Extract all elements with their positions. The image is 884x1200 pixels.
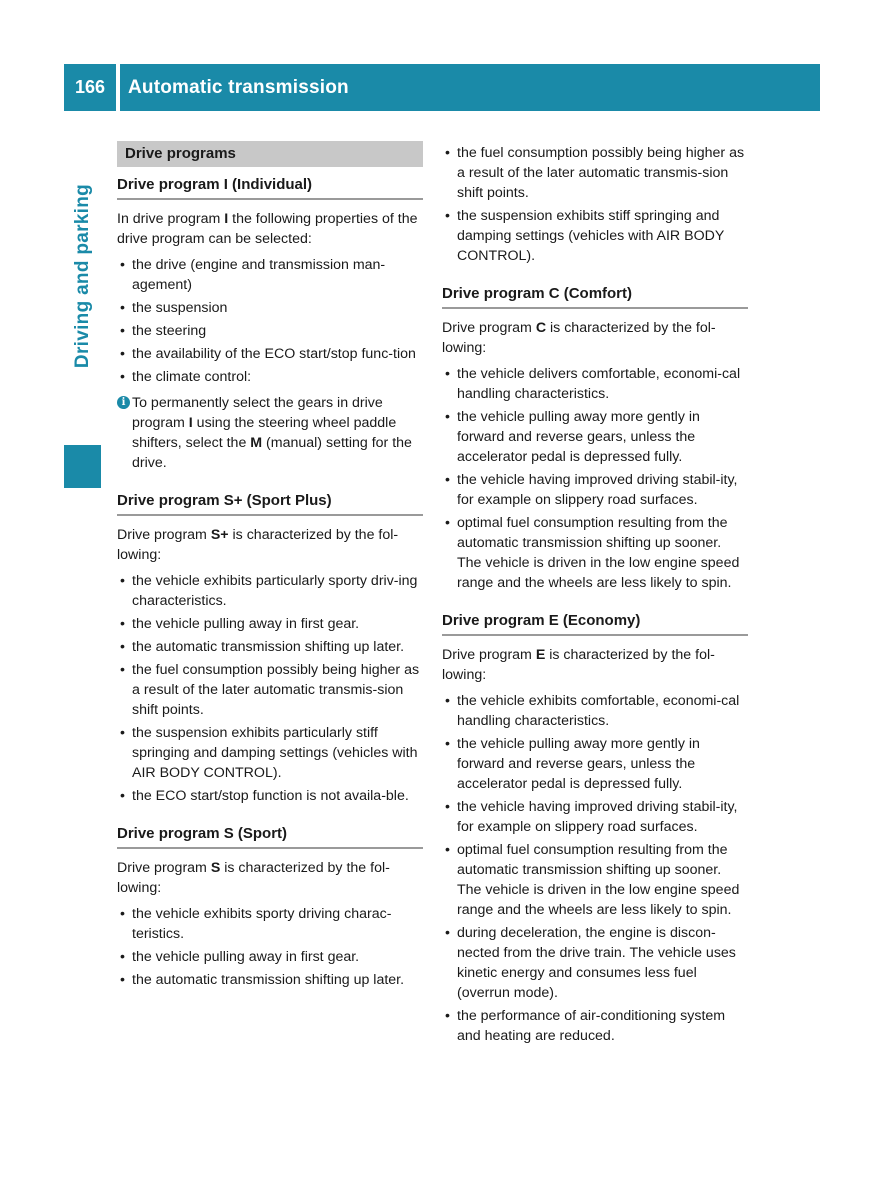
list-sport-continued — [442, 143, 748, 266]
info-icon: i — [117, 396, 130, 409]
list-item: • the vehicle pulling away more gently in forward and reverse gears, unless the accelerator pedal is depressed fully. — [442, 734, 748, 794]
section-title: Drive programs — [117, 141, 423, 167]
list-item: • the vehicle pulling away in first gear. — [117, 614, 423, 634]
heading-sport-plus: Drive program S+ (Sport Plus) — [117, 491, 423, 516]
list-item: • the drive (engine and transmission man-agement) — [117, 255, 423, 295]
heading-economy: Drive program E (Economy) — [442, 611, 748, 636]
side-tab-label: Driving and parking — [71, 183, 93, 369]
right-column — [442, 143, 748, 1049]
header-divider — [116, 64, 120, 111]
page-number: 166 — [74, 77, 106, 97]
list-item: • optimal fuel consumption resulting from the automatic transmission shifting up sooner. The vehicle is driven in the low engine speed range and the wheels are less likely to spin. — [442, 840, 748, 920]
list-sport-plus — [117, 571, 423, 806]
list-item: • the vehicle delivers comfortable, economi-cal handling characteristics. — [442, 364, 748, 404]
list-item: • the fuel consumption possibly being higher as a result of the later automatic transmis-sion shift points. — [442, 143, 748, 203]
intro-individual: In drive program I the following properties of the drive program can be selected: — [117, 211, 418, 247]
list-item: • the vehicle pulling away more gently in forward and reverse gears, unless the accelerator pedal is depressed fully. — [442, 407, 748, 467]
list-item: • the vehicle exhibits particularly sporty driv-ing characteristics. — [117, 571, 423, 611]
list-item: • optimal fuel consumption resulting from the automatic transmission shifting up sooner. The vehicle is driven in the low engine speed range and the wheels are less likely to spin. — [442, 513, 748, 593]
list-item: • the fuel consumption possibly being higher as a result of the later automatic transmis-sion shift points. — [117, 660, 423, 720]
list-item: • the vehicle exhibits comfortable, economi-cal handling characteristics. — [442, 691, 748, 731]
list-comfort — [442, 364, 748, 593]
list-sport — [117, 904, 423, 990]
intro-comfort: Drive program C is characterized by the fol-lowing: — [442, 320, 716, 356]
list-item: • the vehicle exhibits sporty driving charac-teristics. — [117, 904, 423, 944]
list-item: • the vehicle having improved driving stabil-ity, for example on slippery road surfaces. — [442, 797, 748, 837]
list-item: • during deceleration, the engine is discon-nected from the drive train. The vehicle uses kinetic energy and consumes less fuel (overrun mode). — [442, 923, 748, 1003]
list-item: • the suspension — [117, 298, 423, 318]
heading-comfort: Drive program C (Comfort) — [442, 284, 748, 309]
list-item: • the automatic transmission shifting up later. — [117, 637, 423, 657]
info-note: i To permanently select the gears in drive program I using the steering wheel paddle shifters, select the M (manual) setting for the drive. — [117, 393, 423, 473]
intro-sport-plus: Drive program S+ is characterized by the fol-lowing: — [117, 527, 399, 563]
heading-individual: Drive program I (Individual) — [117, 175, 423, 200]
list-economy — [442, 691, 748, 1046]
list-item: • the performance of air-conditioning system and heating are reduced. — [442, 1006, 748, 1046]
list-item: • the vehicle pulling away in first gear. — [117, 947, 423, 967]
list-item: • the suspension exhibits particularly stiff springing and damping settings (vehicles with AIR BODY CONTROL). — [117, 723, 423, 783]
list-item: • the ECO start/stop function is not availa-ble. — [117, 786, 423, 806]
page-title: Automatic transmission — [128, 76, 349, 98]
page-header — [64, 64, 820, 111]
side-tab-marker — [64, 445, 101, 488]
list-item: • the climate control: — [117, 367, 423, 387]
list-item: • the suspension exhibits stiff springing and damping settings (vehicles with AIR BODY CONTROL). — [442, 206, 748, 266]
list-item: • the steering — [117, 321, 423, 341]
intro-sport: Drive program S is characterized by the fol-lowing: — [117, 860, 390, 896]
left-column — [117, 141, 423, 993]
side-tab — [64, 111, 101, 441]
list-item: • the automatic transmission shifting up later. — [117, 970, 423, 990]
list-individual — [117, 255, 423, 387]
intro-economy: Drive program E is characterized by the fol-lowing: — [442, 647, 715, 683]
list-item: • the vehicle having improved driving stabil-ity, for example on slippery road surfaces. — [442, 470, 748, 510]
list-item: • the availability of the ECO start/stop func-tion — [117, 344, 423, 364]
heading-sport: Drive program S (Sport) — [117, 824, 423, 849]
